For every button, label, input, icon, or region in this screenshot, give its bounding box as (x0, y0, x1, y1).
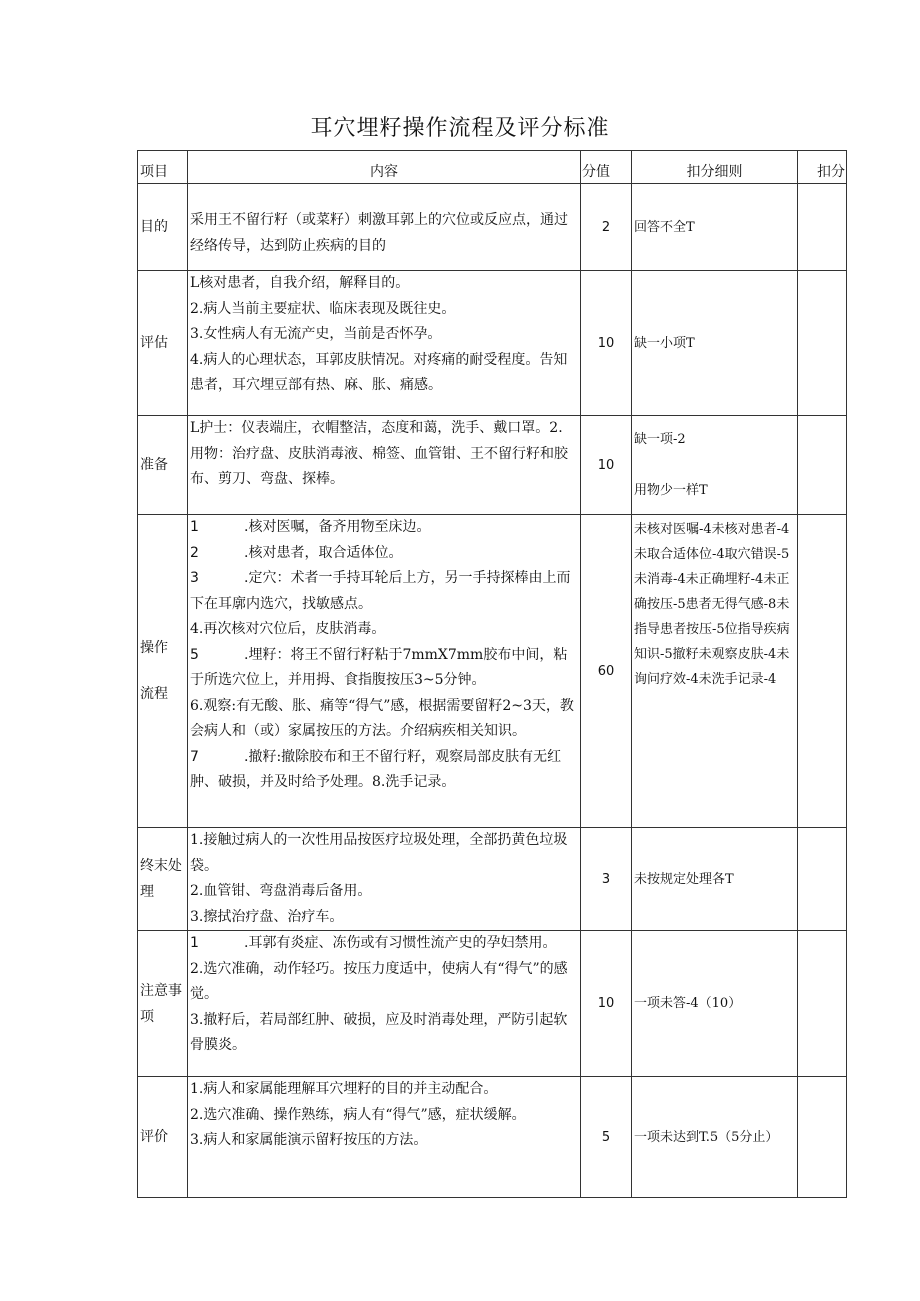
step-text: .核对患者，取合适体位。 (244, 544, 403, 561)
row-score: 3 (581, 828, 632, 931)
row-detail (632, 416, 798, 515)
row-content (188, 271, 581, 416)
content-line (190, 931, 578, 957)
row-score: 2 (581, 184, 632, 271)
row-deduct-cell (798, 1077, 847, 1198)
content-line (190, 617, 578, 643)
table-row (138, 828, 847, 931)
row-score: 10 (581, 416, 632, 515)
row-content (188, 184, 581, 271)
content-line: 4.病人的心理状态，耳郭皮肤情况。对疼痛的耐受程度。告知患者，耳穴埋豆部有热、麻、胀、痛感。 (190, 351, 568, 393)
row-detail: 缺一小项T (632, 271, 798, 416)
table-row (138, 184, 847, 271)
row-detail: 一项未答-4（10） (632, 931, 798, 1077)
row-category (138, 515, 188, 828)
row-detail: 未核对医嘱-4未核对患者-4未取合适体位-4取穴错误-5未消毒-4未正确埋籽-4未正确按压-5患者无得气感-8未指导患者按压-5位指导疾病知识-5撤籽未观察皮肤-4未询问疗效-4未洗手记录-4 (632, 515, 798, 828)
content-line (190, 643, 578, 694)
step-text: .核对医嘱，备齐用物至床边。 (244, 519, 431, 535)
category-line: 终末处 (140, 858, 182, 874)
row-category (138, 931, 188, 1077)
content-line: 3.女性病人有无流产史，当前是否怀孕。 (190, 326, 442, 342)
category-line: 理 (140, 884, 154, 900)
content-line: 用物：治疗盘、皮肤消毒液、棉签、血管钳、王不留行籽和胶布、剪刀、弯盘、探棒。 (190, 445, 568, 487)
content-line: 3.病人和家属能演示留籽按压的方法。 (190, 1132, 428, 1148)
row-deduct-cell (798, 184, 847, 271)
category-line: 注意事 (140, 982, 182, 999)
row-detail: 一项未达到T.5（5分止） (632, 1077, 798, 1198)
content-line: 2.血管钳、弯盘消毒后备用。 (190, 883, 372, 899)
row-deduct-cell (798, 828, 847, 931)
row-category (138, 828, 188, 931)
step-number: 2 (190, 544, 199, 561)
content-line: 3.擦拭治疗盘、治疗车。 (190, 908, 344, 925)
content-line: 2.病人当前主要症状、临床表现及既往史。 (190, 300, 456, 317)
content-line: 2.选穴准确、操作熟练，病人有“得气”感，症状缓解。 (190, 1106, 526, 1123)
table-row (138, 416, 847, 515)
content-line (190, 566, 578, 617)
table-row (138, 1077, 847, 1198)
row-deduct-cell (798, 271, 847, 416)
row-content (188, 416, 581, 515)
step-number: 5 (190, 646, 199, 663)
content-line (190, 515, 578, 541)
content-line: L护士：仪表端庄，衣帽整洁，态度和蔼，洗手、戴口罩。2. (190, 420, 563, 436)
row-score: 5 (581, 1077, 632, 1198)
scoring-table (137, 150, 847, 1198)
header-score: 分值 (581, 151, 632, 184)
row-score: 10 (581, 271, 632, 416)
step-text: .耳郭有炎症、冻伤或有习惯性流产史的孕妇禁用。 (244, 935, 557, 951)
step-text: 6.观察:有无酸、胀、痛等“得气”感，根据需要留籽2~3天，教会病人和（或）家属按压的方法。介绍病疾相关知识。 (190, 697, 574, 739)
row-content (188, 515, 581, 828)
header-detail: 扣分细则 (632, 151, 798, 184)
step-number: 1 (190, 935, 199, 951)
content-line (190, 1008, 578, 1059)
content-line: 1.接触过病人的一次性用品按医疗垃圾处理，全部扔黄色垃圾袋。 (190, 832, 568, 874)
content-line: 采用王不留行籽（或菜籽）刺激耳郭上的穴位或反应点，通过经络传导，达到防止疾病的目的 (190, 212, 568, 254)
row-content (188, 931, 581, 1077)
row-category: 准备 (138, 416, 188, 515)
row-category: 评价 (138, 1077, 188, 1198)
row-detail: 未按规定处理各T (632, 828, 798, 931)
detail-line: 用物少一样T (634, 483, 708, 498)
row-content (188, 1077, 581, 1198)
step-text: 2.选穴准确，动作轻巧。按压力度适中，使病人有“得气”的感觉。 (190, 960, 568, 1002)
header-item: 项目 (138, 151, 188, 184)
content-line: L核对患者，自我介绍，解释目的。 (190, 275, 410, 291)
content-line (190, 694, 578, 745)
step-text: 3.撤籽后，若局部红肿、破损，应及时消毒处理，严防引起软骨膜炎。 (190, 1011, 568, 1053)
row-category: 评估 (138, 271, 188, 416)
step-number: 1 (190, 519, 199, 535)
content-line (190, 957, 578, 1008)
header-content: 内容 (188, 151, 581, 184)
detail-line: 缺一项-2 (634, 432, 686, 447)
table-row (138, 931, 847, 1077)
step-text: .撤籽:撤除胶布和王不留行籽，观察局部皮肤有无红肿、破损，并及时给予处理。8.洗手记录。 (190, 748, 562, 790)
table-row (138, 515, 847, 828)
row-deduct-cell (798, 931, 847, 1077)
step-text: 4.再次核对穴位后，皮肤消毒。 (190, 621, 386, 637)
content-line: 1.病人和家属能理解耳穴埋籽的目的并主动配合。 (190, 1081, 498, 1097)
step-number: 3 (190, 570, 199, 586)
category-line: 项 (140, 1008, 154, 1025)
content-line (190, 541, 578, 567)
page-title: 耳穴埋籽操作流程及评分标准 (310, 116, 610, 141)
row-deduct-cell (798, 515, 847, 828)
row-category: 目的 (138, 184, 188, 271)
row-deduct-cell (798, 416, 847, 515)
row-score: 10 (581, 931, 632, 1077)
step-text: .埋籽：将王不留行籽粘于7mmX7mm胶布中间，粘于所选穴位上，并用拇、食指腹按压3~5分钟。 (190, 646, 568, 688)
step-text: .定穴：术者一手持耳轮后上方，另一手持探棒由上而下在耳廓内选穴，找敏感点。 (190, 570, 571, 612)
step-number: 7 (190, 748, 199, 765)
row-content (188, 828, 581, 931)
header-deduct: 扣分 (798, 151, 847, 184)
category-line: 操作 (140, 640, 168, 656)
row-detail: 回答不全T (632, 184, 798, 271)
table-row (138, 271, 847, 416)
content-line (190, 745, 578, 796)
header-row (138, 151, 847, 184)
row-score: 60 (581, 515, 632, 828)
category-line: 流程 (140, 686, 168, 702)
